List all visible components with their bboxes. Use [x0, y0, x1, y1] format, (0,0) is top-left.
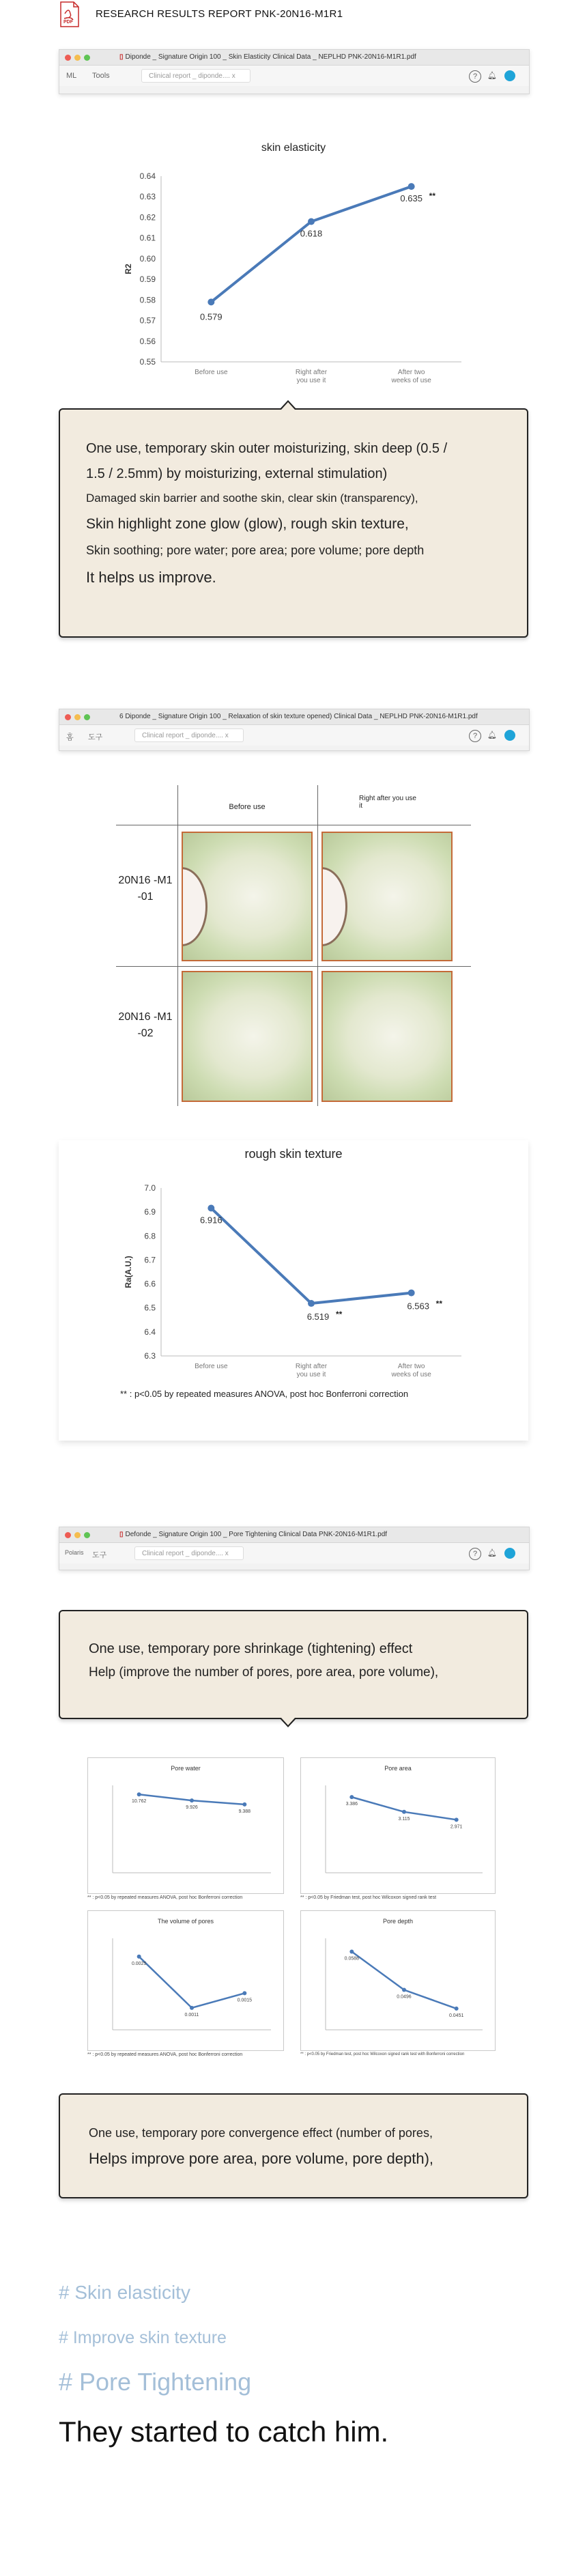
callout-line: Skin soothing; pore water; pore area; pore volume; pore depth — [86, 543, 425, 557]
mini-chart-title: Pore water — [171, 1765, 201, 1772]
pdf-label: PDF — [63, 20, 73, 25]
y-axis-label: Ra(A.U.) — [124, 1256, 133, 1288]
window-toolbar — [59, 725, 529, 746]
mini-chart-note: ** : p<0.05 by Friedman test, post hoc Wilcoxon signed rank test — [300, 1895, 437, 1900]
row-label-2: 20N16 -M1 -02 — [118, 1011, 173, 1039]
data-point — [207, 298, 214, 305]
window-toolbar — [59, 66, 529, 86]
bell-icon[interactable]: 🔔︎ — [487, 731, 497, 739]
y-tick-label: 6.5 — [144, 1303, 156, 1313]
zoom-dot[interactable] — [84, 714, 90, 720]
help-icon[interactable]: ? — [469, 730, 481, 742]
data-point — [207, 1205, 214, 1212]
window-title: ▯ Diponde _ Signature Origin 100 _ Skin Elasticity Clinical Data _ NEPLHD PNK-20N16-M1R1.pdf — [119, 53, 416, 61]
chart-title: rough skin texture — [244, 1147, 343, 1161]
data-label: 0.635 — [400, 193, 423, 204]
mini-chart-note: ** : p<0.05 by Friedman test, post hoc Wilcoxon signed rank test with Bonferroni correction — [300, 2052, 465, 2056]
data-point — [190, 1798, 194, 1802]
window-title: ▯ Defonde _ Signature Origin 100 _ Pore Tightening Clinical Data PNK-20N16-M1R1.pdf — [119, 1531, 388, 1538]
callout-elasticity — [59, 408, 528, 638]
minimize-dot[interactable] — [74, 55, 81, 61]
elasticity-chart — [59, 137, 528, 396]
skin-image-before-1 — [182, 832, 313, 961]
column-header-after: Right after you use it — [359, 795, 416, 810]
window-title: 6 Diponde _ Signature Origin 100 _ Relaxation of skin texture opened) Clinical Data _ NEPLHD PNK-20N16-M1R1.pdf — [119, 713, 478, 720]
y-tick-label: 0.64 — [139, 171, 156, 181]
mini-chart-title: Pore area — [384, 1765, 412, 1772]
column-header-before: Before use — [229, 803, 266, 811]
window-titlebar — [59, 50, 529, 66]
table-divider — [177, 785, 178, 1106]
skin-image-marker — [182, 867, 207, 946]
profile-avatar[interactable] — [504, 730, 515, 741]
data-label: 6.563 — [407, 1301, 429, 1312]
y-tick-label: 0.63 — [139, 192, 156, 202]
zoom-dot[interactable] — [84, 1532, 90, 1538]
profile-avatar[interactable] — [504, 1548, 515, 1559]
y-tick-label: 6.3 — [144, 1351, 156, 1361]
mini-chart-title: Pore depth — [382, 1918, 414, 1925]
row-label-1: 20N16 -M1 -01 — [118, 875, 173, 903]
callout-line: Damaged skin barrier and soothe skin, clear skin (transparency), — [86, 492, 418, 505]
document-tab[interactable]: Clinical report _ diponde.... x — [134, 728, 244, 742]
y-tick-label: 6.4 — [144, 1327, 156, 1337]
home-button[interactable]: 홈 — [66, 733, 74, 741]
data-point — [190, 2006, 194, 2010]
callout-notch-fill — [281, 1718, 295, 1725]
y-tick-label: 0.55 — [139, 357, 156, 367]
chart-footnote: ** : p<0.05 by repeated measures ANOVA, post hoc Bonferroni correction — [120, 1389, 409, 1399]
data-label: 0.579 — [200, 311, 223, 322]
data-point — [402, 1988, 406, 1992]
tools-button[interactable]: 도구 — [88, 733, 103, 741]
data-label: 0.0496 — [397, 1994, 412, 2000]
callout-notch-fill — [281, 402, 295, 410]
data-label: 0.0011 — [184, 2012, 199, 2018]
mini-chart-note: ** : p<0.05 by repeated measures ANOVA, post hoc Bonferroni correction — [87, 1895, 243, 1900]
hashtag-improve-texture: # Improve skin texture — [59, 2328, 227, 2347]
pdf-window-pores — [59, 1527, 530, 1570]
callout-pore-shrinkage — [59, 1610, 528, 1719]
data-point — [242, 1802, 246, 1807]
y-tick-label: 0.62 — [139, 212, 156, 223]
data-point — [455, 2007, 459, 2011]
data-label: 0.0025 — [131, 1961, 147, 1966]
data-point — [308, 218, 315, 225]
significance-mark: ** — [435, 1299, 443, 1309]
window-titlebar — [59, 1527, 529, 1543]
window-titlebar — [59, 709, 529, 725]
home-button[interactable]: Polaris — [65, 1549, 84, 1556]
texture-image-table — [116, 785, 471, 1106]
mini-chart-pore-volume — [87, 1910, 284, 2051]
table-divider — [317, 785, 318, 1106]
series-line — [211, 186, 411, 302]
x-tick-label: Right after you use it — [295, 1363, 328, 1378]
closing-statement: They started to catch him. — [59, 2416, 389, 2448]
data-point — [242, 1991, 246, 1995]
series-line — [352, 1951, 456, 2008]
pdf-window-elasticity — [59, 49, 530, 94]
data-label: 0.0015 — [237, 1998, 253, 2003]
pdf-mini-icon: ▯ — [119, 1531, 124, 1538]
bell-icon[interactable]: 🔔︎ — [487, 1549, 497, 1557]
data-label: 10.762 — [131, 1799, 147, 1804]
y-tick-label: 0.58 — [139, 295, 156, 305]
x-tick-label: Right after you use it — [295, 369, 328, 384]
data-point — [349, 1949, 354, 1953]
home-button[interactable]: ML — [66, 72, 77, 80]
chart-title: skin elasticity — [261, 142, 326, 154]
y-tick-label: 6.6 — [144, 1279, 156, 1289]
document-tab[interactable]: Clinical report _ diponde.... x — [134, 1546, 244, 1560]
skin-image-marker — [321, 867, 347, 946]
data-label: 6.916 — [200, 1215, 223, 1226]
y-tick-label: 0.59 — [139, 274, 156, 285]
series-line — [139, 1957, 245, 2008]
tools-button[interactable]: 도구 — [92, 1551, 107, 1559]
y-tick-label: 6.8 — [144, 1231, 156, 1241]
callout-line: Skin highlight zone glow (glow), rough skin texture, — [86, 516, 409, 532]
skin-image-before-2 — [182, 971, 313, 1102]
callout-pore-convergence — [59, 2093, 528, 2198]
minimize-dot[interactable] — [74, 1532, 81, 1538]
hashtag-pore-tightening: # Pore Tightening — [59, 2368, 252, 2396]
bell-icon[interactable]: 🔔︎ — [487, 72, 497, 80]
mini-chart-pore-water — [87, 1757, 284, 1894]
skin-image-after-1 — [321, 832, 453, 961]
y-tick-label: 0.61 — [139, 233, 156, 243]
y-tick-label: 6.7 — [144, 1255, 156, 1265]
data-label: 9.926 — [186, 1805, 198, 1811]
significance-mark: ** — [429, 191, 436, 201]
x-tick-label: Before use — [195, 1363, 228, 1370]
data-point — [308, 1300, 315, 1307]
x-tick-label: After two weeks of use — [391, 1363, 431, 1378]
hashtag-skin-elasticity: # Skin elasticity — [59, 2282, 190, 2303]
data-point — [137, 1792, 141, 1796]
data-point — [402, 1810, 406, 1814]
data-point — [349, 1795, 354, 1799]
table-divider — [116, 966, 471, 967]
significance-mark: ** — [336, 1310, 343, 1320]
pdf-mini-icon: ▯ — [119, 53, 124, 61]
y-tick-label: 0.57 — [139, 315, 156, 326]
document-tab[interactable]: Clinical report _ diponde.... x — [141, 69, 250, 83]
tools-button[interactable]: Tools — [92, 72, 110, 80]
data-point — [455, 1817, 459, 1822]
callout-line: Help (improve the number of pores, pore area, pore volume), — [89, 1665, 439, 1680]
rough-texture-chart — [59, 1140, 528, 1441]
data-label: 0.0588 — [344, 1956, 360, 1962]
callout-line: One use, temporary pore convergence effect (number of pores, — [89, 2126, 433, 2140]
data-label: 6.519 — [306, 1312, 330, 1322]
callout-line: One use, temporary pore shrinkage (tightening) effect — [89, 1641, 413, 1656]
report-title: RESEARCH RESULTS REPORT PNK-20N16-M1R1 — [96, 8, 343, 20]
data-label: 3.386 — [345, 1802, 358, 1807]
callout-line: One use, temporary skin outer moisturizing, skin deep (0.5 / — [86, 441, 448, 456]
data-label: 2.971 — [450, 1824, 463, 1830]
callout-line: 1.5 / 2.5mm) by moisturizing, external stimulation) — [86, 466, 388, 481]
data-point — [408, 1290, 415, 1297]
x-tick-label: After two weeks of use — [391, 369, 431, 384]
close-dot[interactable] — [65, 714, 71, 720]
data-label: 0.618 — [300, 228, 323, 239]
help-icon[interactable]: ? — [469, 1548, 481, 1560]
data-point — [408, 183, 415, 190]
series-line — [211, 1208, 411, 1304]
data-label: 9.388 — [238, 1809, 251, 1814]
skin-image-after-2 — [321, 971, 453, 1102]
y-tick-label: 6.9 — [144, 1207, 156, 1217]
mini-chart-pore-depth — [300, 1910, 496, 2051]
x-tick-label: Before use — [195, 369, 228, 376]
y-axis-label: R2 — [124, 264, 133, 274]
window-toolbar — [59, 1543, 529, 1563]
callout-line: It helps us improve. — [86, 569, 216, 586]
close-dot[interactable] — [65, 1532, 71, 1538]
mini-chart-title: The volume of pores — [157, 1918, 214, 1925]
y-tick-label: 0.60 — [139, 253, 156, 264]
profile-avatar[interactable] — [504, 70, 515, 81]
zoom-dot[interactable] — [84, 55, 90, 61]
pdf-file-icon — [59, 1, 81, 27]
minimize-dot[interactable] — [74, 714, 81, 720]
data-label: 0.0451 — [448, 2013, 464, 2018]
pdf-window-texture — [59, 709, 530, 751]
data-label: 3.115 — [398, 1816, 410, 1822]
mini-chart-note: ** : p<0.05 by repeated measures ANOVA, post hoc Bonferroni correction — [87, 2052, 243, 2057]
y-tick-label: 0.56 — [139, 336, 156, 346]
mini-chart-pore-area — [300, 1757, 496, 1894]
help-icon[interactable]: ? — [469, 70, 481, 83]
y-tick-label: 7.0 — [144, 1183, 156, 1193]
data-point — [137, 1955, 141, 1959]
close-dot[interactable] — [65, 55, 71, 61]
callout-line: Helps improve pore area, pore volume, pore depth), — [89, 2150, 434, 2167]
